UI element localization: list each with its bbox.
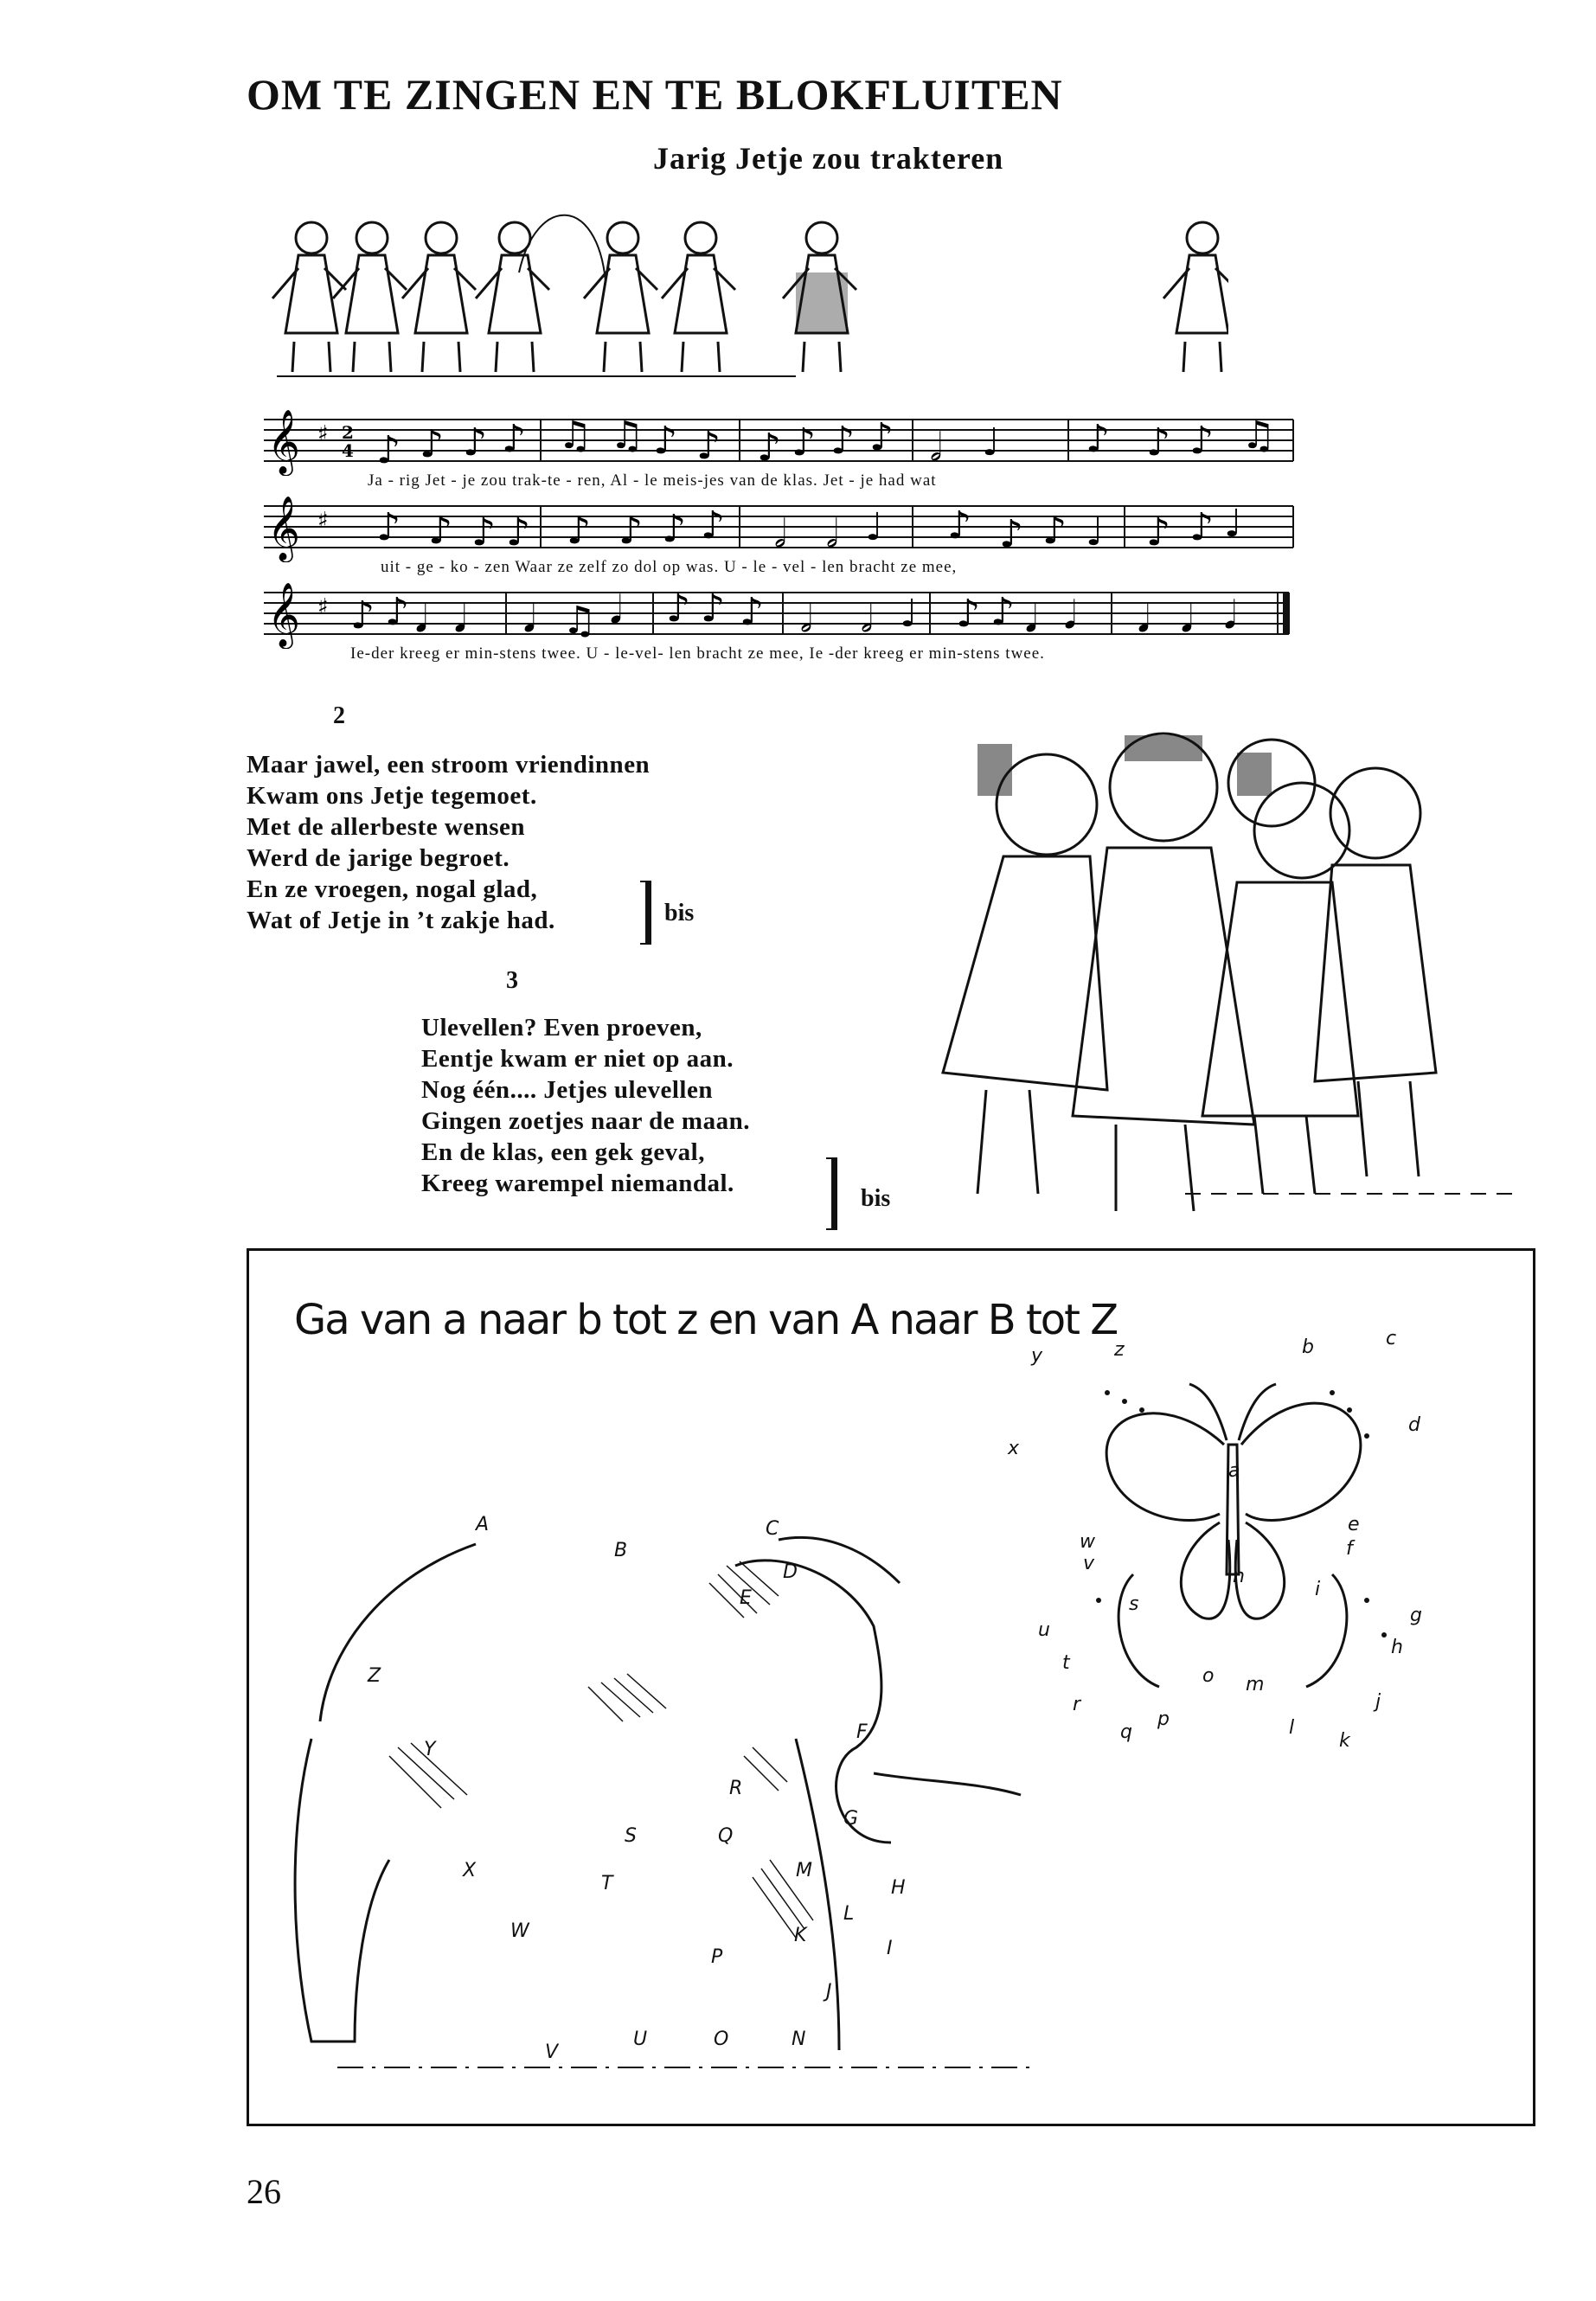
- music-staff-2: [255, 493, 1298, 562]
- repeat-bracket-2: [640, 881, 651, 945]
- svg-text:𝅘𝅥: 𝅘𝅥: [523, 597, 535, 641]
- svg-text:♪: ♪: [947, 503, 972, 548]
- dot-label-y: y: [1031, 1345, 1043, 1367]
- verse-3-line-6: Kreeg warempel niemandal.: [421, 1170, 734, 1197]
- dot-label-q: q: [1120, 1721, 1132, 1743]
- dot-label-z: z: [1114, 1339, 1125, 1361]
- dot-label-T: T: [601, 1873, 613, 1894]
- svg-text:♪: ♪: [506, 510, 531, 554]
- svg-text:♪: ♪: [757, 426, 782, 470]
- verse-3-line-4: Gingen zoetjes naar de maan.: [421, 1107, 750, 1135]
- repeat-bracket-3: [826, 1157, 837, 1230]
- butterfly-dot-drawing: [995, 1341, 1445, 1739]
- dot-label-c: c: [1386, 1328, 1397, 1349]
- dot-label-N: N: [792, 2029, 806, 2050]
- svg-text:♫: ♫: [610, 413, 644, 458]
- dot-label-I: I: [887, 1938, 893, 1959]
- dot-label-S: S: [625, 1825, 637, 1847]
- dot-label-Y: Y: [424, 1739, 436, 1760]
- dot-label-v: v: [1083, 1553, 1095, 1574]
- dot-label-u: u: [1038, 1619, 1050, 1641]
- children-playing-illustration: [260, 203, 1228, 385]
- dot-label-B: B: [614, 1540, 628, 1561]
- verse-2-line-4: Werd de jarige begroet.: [247, 844, 510, 872]
- svg-text:♪: ♪: [701, 503, 726, 548]
- svg-text:𝅘𝅥: 𝅘𝅥: [1025, 597, 1037, 641]
- svg-text:♩: ♩: [1224, 502, 1242, 546]
- dot-label-Q: Q: [718, 1825, 734, 1847]
- verse-3-line-5: En de klas, een gek geval,: [421, 1138, 705, 1166]
- dot-label-V: V: [545, 2041, 559, 2063]
- dot-label-W: W: [510, 1920, 529, 1942]
- svg-text:𝅗𝅥: 𝅗𝅥: [930, 426, 942, 470]
- dot-label-h: h: [1391, 1637, 1403, 1658]
- svg-text:♩: ♩: [865, 505, 883, 549]
- svg-text:♪: ♪: [567, 509, 592, 553]
- verse-3-line-2: Eentje kwam er niet op aan.: [421, 1045, 734, 1073]
- verse-2-number: 2: [333, 702, 345, 729]
- dot-label-O: O: [714, 2029, 729, 2050]
- dot-label-x: x: [1008, 1438, 1020, 1459]
- dot-label-e: e: [1348, 1514, 1360, 1535]
- svg-text:♪: ♪: [420, 422, 445, 466]
- svg-text:♪: ♪: [619, 509, 644, 553]
- svg-text:♪: ♪: [956, 592, 981, 636]
- svg-text:♫: ♫: [562, 599, 597, 643]
- verse-2-line-6: Wat of Jetje in ’t zakje had.: [247, 907, 555, 934]
- dot-label-L: L: [843, 1903, 855, 1925]
- svg-text:♪: ♪: [502, 417, 527, 461]
- dot-label-J: J: [826, 1981, 832, 2003]
- dot-label-D: D: [783, 1561, 798, 1583]
- dot-label-b: b: [1302, 1336, 1314, 1358]
- svg-text:4: 4: [342, 440, 354, 461]
- svg-text:𝅘𝅥: 𝅘𝅥: [1138, 597, 1150, 641]
- svg-text:♪: ♪: [428, 509, 453, 553]
- dot-label-k: k: [1339, 1730, 1350, 1752]
- page-number: 26: [247, 2172, 281, 2211]
- svg-text:𝅘𝅥: 𝅘𝅥: [415, 597, 427, 641]
- dot-label-t: t: [1062, 1652, 1070, 1674]
- dot-label-U: U: [633, 2029, 648, 2050]
- dot-label-f: f: [1346, 1538, 1353, 1560]
- dot-label-C: C: [766, 1518, 779, 1540]
- verse-2-line-3: Met de allerbeste wensen: [247, 813, 526, 841]
- music-staff-1: [255, 407, 1298, 476]
- dot-label-A: A: [476, 1514, 490, 1535]
- verse-2-line-2: Kwam ons Jetje tegemoet.: [247, 782, 537, 810]
- svg-text:♪: ♪: [1086, 417, 1111, 461]
- svg-text:♩: ♩: [900, 592, 918, 636]
- dot-label-d: d: [1408, 1414, 1420, 1436]
- dot-label-G: G: [843, 1808, 859, 1830]
- svg-text:♪: ♪: [1189, 505, 1215, 549]
- svg-text:♪: ♪: [792, 420, 817, 465]
- svg-text:♪: ♪: [376, 428, 401, 472]
- svg-text:𝅗𝅥: 𝅗𝅥: [826, 512, 838, 556]
- svg-text:♪: ♪: [869, 415, 894, 459]
- verse-2-line-5: En ze vroegen, nogal glad,: [247, 875, 538, 903]
- verse-2-line-1: Maar jawel, een stroom vriendinnen: [247, 751, 651, 779]
- svg-text:𝅗𝅥: 𝅗𝅥: [861, 597, 873, 641]
- svg-text:♯: ♯: [317, 508, 329, 534]
- dot-label-K: K: [794, 1925, 807, 1946]
- svg-text:♪: ♪: [385, 590, 410, 634]
- svg-text:𝅘𝅥: 𝅘𝅥: [1224, 593, 1236, 638]
- svg-text:♪: ♪: [740, 590, 765, 634]
- lyric-line-2: uit - ge - ko - zen Waar ze zelf zo dol op was. U - le - vel - len bracht ze mee,: [381, 558, 958, 576]
- dot-label-a: a: [1228, 1460, 1240, 1482]
- dot-label-r: r: [1073, 1694, 1081, 1715]
- svg-text:𝅘𝅥: 𝅘𝅥: [1064, 593, 1076, 638]
- svg-text:♪: ♪: [666, 586, 691, 631]
- svg-text:𝄞: 𝄞: [267, 497, 300, 561]
- svg-text:𝅘𝅥: 𝅘𝅥: [1181, 597, 1193, 641]
- puzzle-instruction: Ga van a naar b tot z en van A naar B tot Z: [294, 1296, 1118, 1344]
- dot-label-R: R: [729, 1778, 743, 1799]
- svg-text:♪: ♪: [1189, 419, 1215, 463]
- svg-text:♪: ♪: [696, 424, 721, 468]
- dot-label-w: w: [1080, 1531, 1095, 1553]
- verse-3-line-3: Nog één.... Jetjes ulevellen: [421, 1076, 713, 1104]
- svg-text:♪: ♪: [990, 590, 1016, 634]
- verse-3-number: 3: [506, 967, 518, 994]
- dot-label-P: P: [711, 1946, 723, 1968]
- dot-label-n: n: [1233, 1566, 1245, 1587]
- svg-text:♪: ♪: [701, 586, 726, 631]
- svg-text:♪: ♪: [830, 419, 856, 463]
- svg-text:𝅗𝅥: 𝅗𝅥: [800, 597, 812, 641]
- dot-label-g: g: [1410, 1605, 1422, 1626]
- dot-label-l: l: [1289, 1717, 1295, 1739]
- svg-text:𝄞: 𝄞: [267, 583, 300, 647]
- svg-text:♪: ♪: [653, 419, 678, 463]
- music-staff-3: [255, 580, 1298, 649]
- dot-label-M: M: [796, 1860, 812, 1881]
- svg-text:♪: ♪: [1146, 420, 1171, 465]
- lyric-line-3: Ie-der kreeg er min-stens twee. U - le-vel- len bracht ze mee, Ie -der kreeg er min-stens twee.: [350, 644, 1045, 663]
- svg-text:♩: ♩: [1086, 510, 1104, 554]
- dot-label-i: i: [1315, 1579, 1321, 1600]
- verse-2-bis: bis: [664, 900, 695, 926]
- svg-text:𝅗𝅥: 𝅗𝅥: [774, 512, 786, 556]
- elephant-dot-drawing: [260, 1497, 1081, 2093]
- svg-text:♪: ♪: [350, 593, 375, 638]
- dot-label-Z: Z: [368, 1665, 381, 1687]
- svg-text:♪: ♪: [999, 512, 1024, 556]
- lyric-line-1: Ja - rig Jet - je zou trak-te - ren, Al - le meis-jes van de klas. Jet - je had wat: [368, 471, 937, 490]
- verse-3-bis: bis: [861, 1185, 891, 1212]
- dot-label-X: X: [463, 1860, 477, 1881]
- verse-3-line-1: Ulevellen? Even proeven,: [421, 1014, 702, 1042]
- dot-label-p: p: [1157, 1708, 1170, 1730]
- girls-group-illustration: [926, 709, 1531, 1228]
- dot-label-H: H: [891, 1877, 906, 1899]
- page-title: OM TE ZINGEN EN TE BLOKFLUITEN: [247, 70, 1063, 119]
- svg-text:♯: ♯: [317, 594, 329, 620]
- dot-label-E: E: [740, 1587, 752, 1609]
- svg-text:♪: ♪: [662, 507, 687, 551]
- dot-label-j: j: [1375, 1691, 1381, 1713]
- svg-text:𝅘𝅥: 𝅘𝅥: [454, 597, 466, 641]
- dot-label-o: o: [1202, 1665, 1215, 1687]
- svg-text:♪: ♪: [463, 420, 488, 465]
- svg-text:2: 2: [342, 422, 354, 443]
- svg-text:♪: ♪: [1146, 510, 1171, 554]
- svg-text:𝄞: 𝄞: [267, 410, 300, 474]
- dot-label-m: m: [1246, 1674, 1265, 1695]
- svg-text:♪: ♪: [1042, 509, 1067, 553]
- svg-text:♫: ♫: [558, 413, 593, 458]
- song-title: Jarig Jetje zou trakteren: [653, 141, 1004, 176]
- svg-text:♯: ♯: [317, 421, 329, 447]
- svg-text:♫: ♫: [1241, 413, 1276, 458]
- dot-label-F: F: [856, 1721, 868, 1743]
- dot-label-s: s: [1129, 1593, 1139, 1615]
- svg-text:♪: ♪: [376, 505, 401, 549]
- svg-text:♪: ♪: [471, 510, 497, 554]
- svg-text:𝅘𝅥: 𝅘𝅥: [610, 588, 622, 632]
- svg-text:♩: ♩: [982, 420, 1000, 465]
